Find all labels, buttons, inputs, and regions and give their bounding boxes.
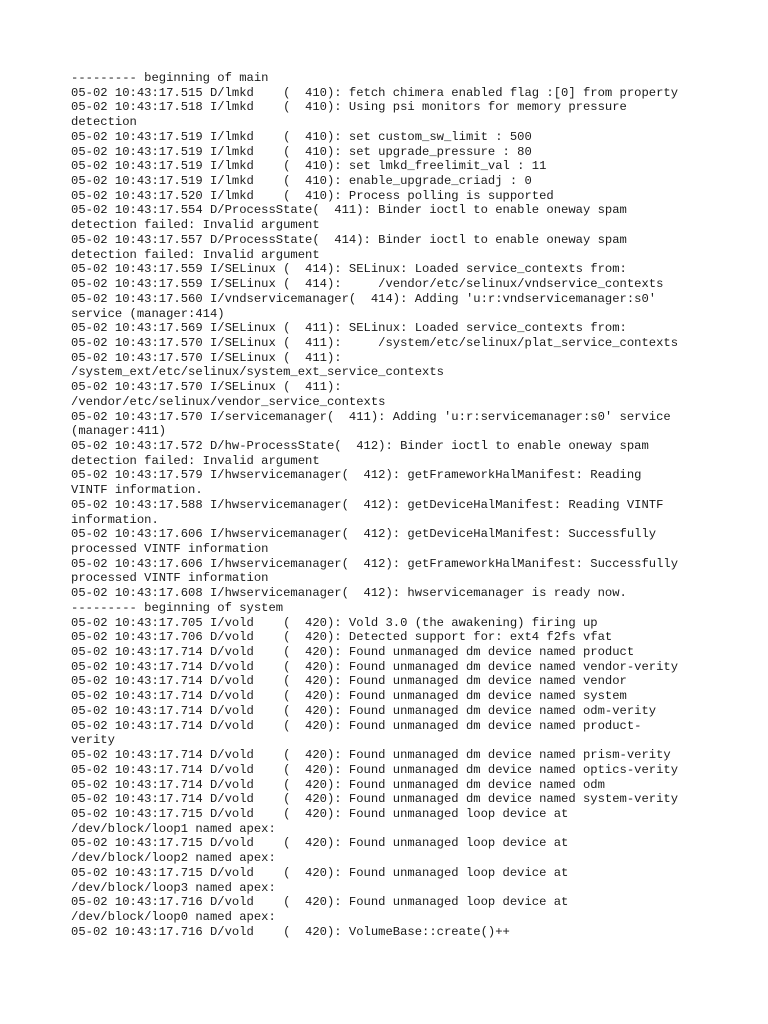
log-line: service (manager:414) — [71, 306, 225, 321]
log-line: --------- beginning of main — [71, 71, 269, 85]
log-line: 05-02 10:43:17.579 I/hwservicemanager( 412): getFrameworkHalManifest: Reading — [71, 468, 642, 483]
log-line: verity — [71, 733, 115, 748]
log-line: 05-02 10:43:17.606 I/hwservicemanager( 412): getFrameworkHalManifest: Successfully — [71, 556, 679, 571]
log-line: 05-02 10:43:17.716 D/vold ( 420): Found unmanaged loop device at — [71, 895, 569, 910]
log-line: /dev/block/loop3 named apex: — [71, 880, 276, 895]
log-line: 05-02 10:43:17.714 D/vold ( 420): Found unmanaged dm device named optics-verity — [71, 762, 679, 777]
log-line: --------- beginning of system — [71, 600, 284, 615]
log-line: 05-02 10:43:17.559 I/SELinux ( 414): SELinux: Loaded service_contexts from: — [71, 262, 627, 277]
log-line: 05-02 10:43:17.714 D/vold ( 420): Found unmanaged dm device named odm — [71, 777, 605, 792]
log-line: detection failed: Invalid argument — [71, 218, 320, 233]
log-line: 05-02 10:43:17.606 I/hwservicemanager( 412): getDeviceHalManifest: Successfully — [71, 527, 657, 542]
log-line: /vendor/etc/selinux/vendor_service_contexts — [71, 394, 386, 409]
log-line: 05-02 10:43:17.570 I/servicemanager( 411): Adding 'u:r:servicemanager:s0' service — [71, 409, 671, 424]
log-text — [71, 71, 711, 939]
log-line: /dev/block/loop2 named apex: — [71, 851, 276, 866]
log-line: 05-02 10:43:17.519 I/lmkd ( 410): set custom_sw_limit : 500 — [71, 129, 532, 144]
log-line: (manager:411) — [71, 424, 167, 439]
log-line: 05-02 10:43:17.714 D/vold ( 420): Found unmanaged dm device named product — [71, 645, 635, 660]
log-line: 05-02 10:43:17.714 D/vold ( 420): Found unmanaged dm device named system-verity — [71, 792, 679, 807]
log-line: processed VINTF information — [71, 571, 269, 586]
log-line: 05-02 10:43:17.518 I/lmkd ( 410): Using psi monitors for memory pressure — [71, 100, 627, 115]
log-line: information. — [71, 512, 159, 527]
log-line: 05-02 10:43:17.570 I/SELinux ( 411): /system/etc/selinux/plat_service_contexts — [71, 335, 679, 350]
log-line: /dev/block/loop0 named apex: — [71, 909, 276, 924]
log-line: detection failed: Invalid argument — [71, 453, 320, 468]
log-line: 05-02 10:43:17.515 D/lmkd ( 410): fetch chimera enabled flag :[0] from property — [71, 85, 679, 100]
log-line: 05-02 10:43:17.715 D/vold ( 420): Found unmanaged loop device at — [71, 836, 569, 851]
log-line: 05-02 10:43:17.570 I/SELinux ( 411): — [71, 350, 342, 365]
log-line: 05-02 10:43:17.554 D/ProcessState( 411): Binder ioctl to enable oneway spam — [71, 203, 627, 218]
log-line: 05-02 10:43:17.716 D/vold ( 420): VolumeBase::create()++ — [71, 924, 510, 939]
log-line: 05-02 10:43:17.714 D/vold ( 420): Found unmanaged dm device named vendor-verity — [71, 659, 679, 674]
log-line: detection — [71, 115, 137, 130]
log-line: 05-02 10:43:17.519 I/lmkd ( 410): set upgrade_pressure : 80 — [71, 144, 532, 159]
log-line: VINTF information. — [71, 483, 203, 498]
log-line: 05-02 10:43:17.570 I/SELinux ( 411): — [71, 380, 342, 395]
log-line: 05-02 10:43:17.557 D/ProcessState( 414): Binder ioctl to enable oneway spam — [71, 232, 627, 247]
log-line: 05-02 10:43:17.715 D/vold ( 420): Found unmanaged loop device at — [71, 865, 569, 880]
log-line: /dev/block/loop1 named apex: — [71, 821, 276, 836]
log-line: /system_ext/etc/selinux/system_ext_service_contexts — [71, 365, 444, 380]
log-line: 05-02 10:43:17.569 I/SELinux ( 411): SELinux: Loaded service_contexts from: — [71, 321, 627, 336]
log-line: 05-02 10:43:17.705 I/vold ( 420): Vold 3.0 (the awakening) firing up — [71, 615, 598, 630]
log-line: 05-02 10:43:17.520 I/lmkd ( 410): Process polling is supported — [71, 188, 554, 203]
log-line: 05-02 10:43:17.706 D/vold ( 420): Detected support for: ext4 f2fs vfat — [71, 630, 613, 645]
log-line: 05-02 10:43:17.714 D/vold ( 420): Found unmanaged dm device named system — [71, 689, 627, 704]
log-line: 05-02 10:43:17.714 D/vold ( 420): Found unmanaged dm device named product- — [71, 718, 642, 733]
log-line: 05-02 10:43:17.714 D/vold ( 420): Found unmanaged dm device named prism-verity — [71, 748, 671, 763]
log-line: 05-02 10:43:17.559 I/SELinux ( 414): /vendor/etc/selinux/vndservice_contexts — [71, 277, 664, 292]
log-line: 05-02 10:43:17.714 D/vold ( 420): Found unmanaged dm device named vendor — [71, 674, 627, 689]
log-line: 05-02 10:43:17.715 D/vold ( 420): Found unmanaged loop device at — [71, 806, 569, 821]
log-line: 05-02 10:43:17.608 I/hwservicemanager( 412): hwservicemanager is ready now. — [71, 586, 627, 601]
log-line: 05-02 10:43:17.560 I/vndservicemanager( 414): Adding 'u:r:vndservicemanager:s0' — [71, 291, 657, 306]
log-line: 05-02 10:43:17.588 I/hwservicemanager( 412): getDeviceHalManifest: Reading VINTF — [71, 497, 664, 512]
log-line: 05-02 10:43:17.714 D/vold ( 420): Found unmanaged dm device named odm-verity — [71, 703, 657, 718]
log-line: 05-02 10:43:17.519 I/lmkd ( 410): set lmkd_freelimit_val : 11 — [71, 159, 547, 174]
log-line: detection failed: Invalid argument — [71, 247, 320, 262]
log-line: 05-02 10:43:17.572 D/hw-ProcessState( 412): Binder ioctl to enable oneway spam — [71, 438, 649, 453]
log-line: processed VINTF information — [71, 542, 269, 556]
log-line: 05-02 10:43:17.519 I/lmkd ( 410): enable_upgrade_criadj : 0 — [71, 174, 532, 189]
